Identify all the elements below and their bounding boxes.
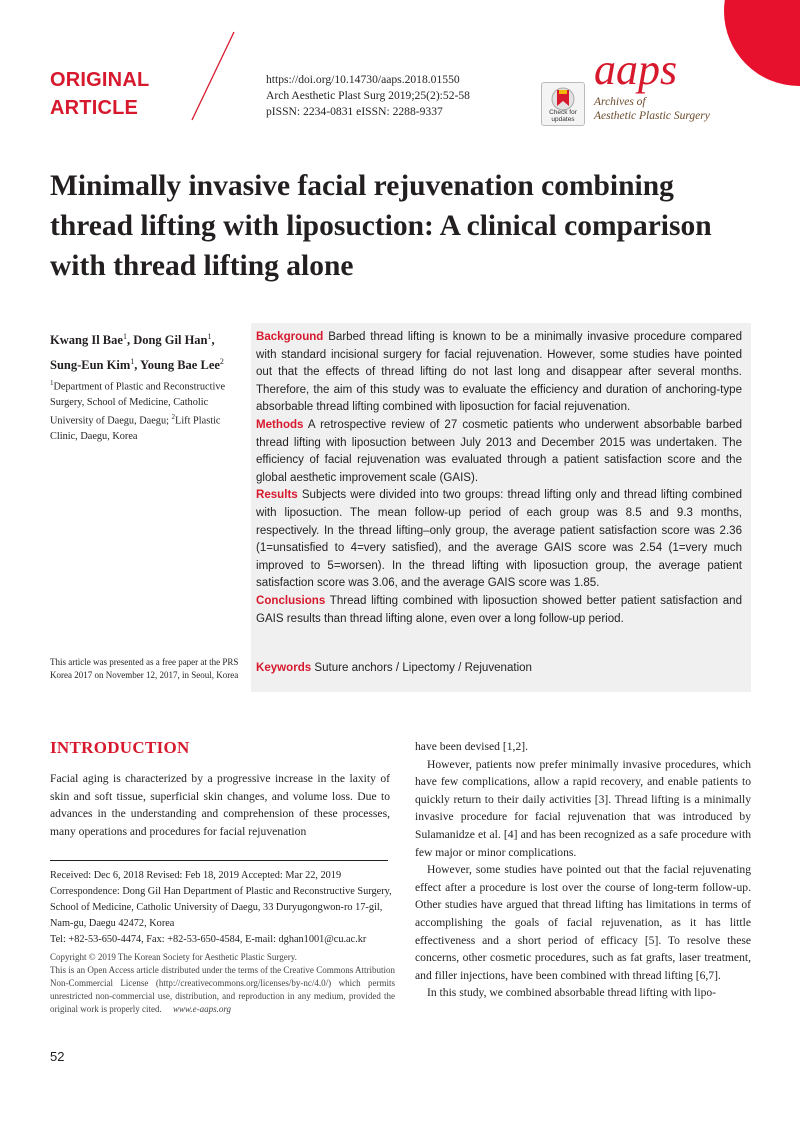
copyright-line: Copyright © 2019 The Korean Society for Aesthetic Plastic Surgery. [50,952,297,962]
article-type-line2: ARTICLE [50,97,139,119]
abstract-background [256,329,742,417]
author-affiliation-mark: 1 [130,357,135,367]
citation-block [266,72,470,120]
body-paragraph: However, patients now prefer minimally invasive procedures, which have few complications, allow a rapid recovery, and enable patients to quickly return to their daily activities [3]. Thread lifting is a minimally invasive procedure for facial rejuvenation that was introduced by Sulamanidze et al. [4] and has been recognized as a safe procedure with few major or minor complications. [415,757,751,859]
journal-name-line1: Archives of [594,96,646,108]
abstract-methods [256,417,742,487]
article-title [50,166,750,286]
abstract-results [256,487,742,593]
affiliations [50,376,250,445]
abstract-conclusions [256,593,742,628]
results-heading: Results [256,489,298,502]
affiliation-mark: 2 [171,413,176,422]
author-name: Kwang Il Bae [50,333,123,348]
journal-logo: aaps [594,45,678,94]
body-paragraph: Facial aging is characterized by a progressive increase in the laxity of skin and soft tissue, superficial skin changes, and volume loss. Due to advances in the understanding and comprehension of these processes, many operations and procedures for facial rejuvenation [50,772,390,838]
article-type-line1: ORIGINAL [50,69,150,91]
background-heading: Background [256,331,324,343]
journal-website-link[interactable]: www.e-aaps.org [172,1004,231,1014]
affiliation-text: Lift Plastic Clinic, Daegu, Korea [50,415,221,443]
doi-link[interactable]: https://doi.org/10.14730/aaps.2018.01550 [266,73,460,86]
keywords-text: Suture anchors / Lipectomy / Rejuvenation [311,662,532,674]
issn-info: pISSN: 2234-0831 eISSN: 2288-9337 [266,105,443,118]
body-column-left [50,770,390,840]
title-line3: with thread lifting alone [50,250,354,282]
keywords-heading: Keywords [256,662,312,674]
correspondence: Correspondence: Dong Gil Han Department of Plastic and Reconstructive Surgery, School of Medicine, Catholic University of Daegu, 33 Duryugongwon-ro 17-gil, Nam-gu, Daegu 42472, Korea [50,886,392,930]
body-paragraph: In this study, we combined absorbable thread lifting with lipo- [427,986,717,1000]
author-name: Young Bae Lee [140,358,220,373]
author-affiliation-mark: 1 [122,332,127,341]
abstract-box [251,323,751,692]
check-for-updates-badge[interactable] [541,82,585,126]
author-name: Sung-Eun Kim [50,358,131,373]
background-text: Barbed thread lifting is known to be a minimally invasive procedure compared with standard incisional surgery for facial rejuvenation. However, some studies have pointed out that the effects of thread lifting do not last long and disappear after several months. Therefore, the aim of this study was to evaluate the efficiency and duration of anchoring-type absorbable thread lifting combined with liposuction for facial rejuvenation. [256,331,742,414]
article-type-label [50,66,149,122]
conclusions-text: Thread lifting combined with liposuction showed better patient satisfaction and GAIS results than thread lifting alone, even over a long follow-up period. [256,594,742,625]
affiliation-text: Department of Plastic and Reconstructive Surgery, School of Medicine, Catholic University of Daegu, Daegu; [50,381,226,427]
copyright-notice [50,951,395,1016]
methods-heading: Methods [256,418,304,431]
journal-name [594,95,710,123]
results-text: Subjects were divided into two groups: thread lifting only and thread lifting combined with liposuction. The mean follow-up period of each group was 8.5 and 9.3 months, respectively. In the thread lifting–only group, the average patient satisfaction score was 2.36 (1=unsatisfied to 4=very satisfied), and the average GAIS score was 2.54 (1=very much improved to 5=worsen). In the thread lifting with liposuction group, the average patient satisfaction score was 3.06, and the average GAIS score was 1.85. [256,489,742,590]
author-affiliation-mark: 2 [219,357,224,367]
check-label-1: Check for [549,109,577,116]
title-line2: thread lifting with liposuction: A clinical comparison [50,210,712,242]
footnote-rule [50,860,388,861]
body-paragraph: However, some studies have pointed out that the facial rejuvenating effect after a procedure is lost over the course of long-term follow-up. Other studies have argued that thread lifting has limitations in terms of accomplishing the goals of facial rejuvenation, as it has little effectiveness and a short period of efficacy [5]. To resolve these concerns, other cosmetic procedures, such as fat grafts, laser treatment, and filler injections, have been combined with thread lifting [6,7]. [415,863,751,982]
title-line1: Minimally invasive facial rejuvenation combining [50,170,674,202]
keywords [256,660,532,677]
divider-slash [188,30,238,122]
body-column-right [415,738,751,1002]
contact-info: Tel: +82-53-650-4474, Fax: +82-53-650-4584, E-mail: dghan1001@cu.ac.kr [50,934,367,946]
journal-citation: Arch Aesthetic Plast Surg 2019;25(2):52-58 [266,89,470,102]
license-text: This is an Open Access article distributed under the terms of the Creative Commons Attribution Non-Commercial License (http://creativecommons.org/licenses/by-nc/4.0/) which permits unrestricted non-commercial use, distribution, and reproduction in any medium, provided the original work is properly cited. [50,965,395,1014]
conclusions-heading: Conclusions [256,594,326,607]
affiliation-mark: 1 [50,379,54,387]
methods-text: A retrospective review of 27 cosmetic patients who underwent absorbable barbed thread lifting with liposuction between July 2013 and December 2015 was undertaken. The efficiency of facial rejuvenation was evaluated through a patient satisfaction score and the global aesthetic improvement scale (GAIS). [256,418,742,484]
check-label-2: updates [551,116,575,123]
author-affiliation-mark: 1 [207,332,212,341]
presentation-note: This article was presented as a free paper at the PRS Korea 2017 on November 12, 2017, in Seoul, Korea [50,657,239,680]
author-list: Kwang Il Bae$^1$, Dong Gil Han$^1$, Sung-Eun Kim$^1$, Young Bae Lee$^2$ [50,332,224,373]
decorative-red-circle [724,0,800,86]
author-name: Dong Gil Han [133,333,208,348]
introduction-heading: INTRODUCTION [50,738,190,757]
article-history [50,868,395,948]
received-dates: Received: Dec 6, 2018 Revised: Feb 18, 2019 Accepted: Mar 22, 2019 [50,870,342,881]
page-number: 52 [50,1049,65,1064]
journal-name-line2: Aesthetic Plastic Surgery [594,110,710,122]
body-paragraph: have been devised [1,2]. [415,740,528,753]
